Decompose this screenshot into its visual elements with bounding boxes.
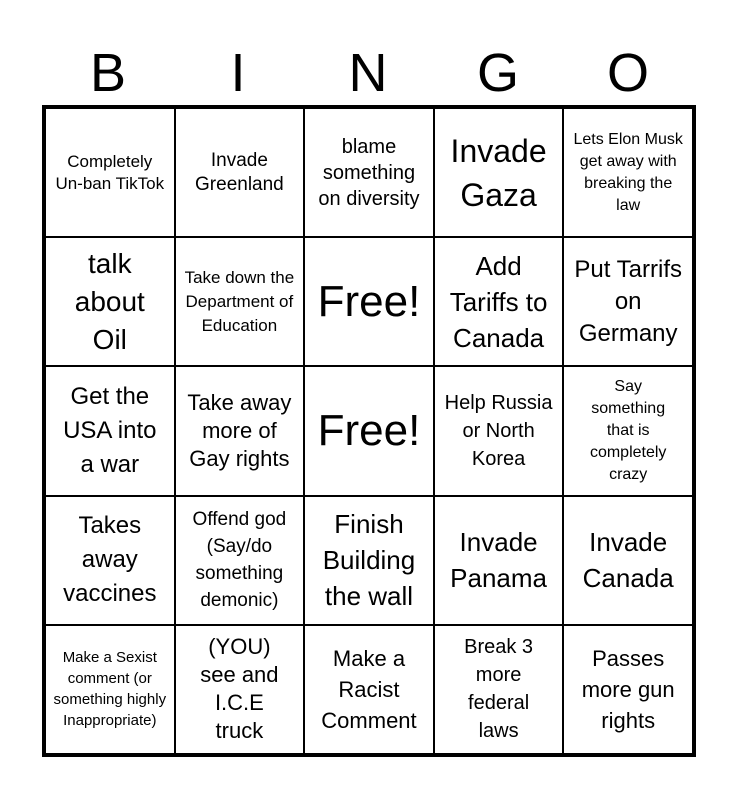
bingo-cell-r4c5[interactable]	[563, 496, 693, 625]
cell-text: Put Tarrifs on Germany	[574, 255, 682, 347]
cell-text: Takes away vaccines	[63, 512, 157, 608]
header-letter-g: G	[476, 43, 519, 103]
cell-text: Take down the Department of Education	[184, 267, 295, 335]
header-letter-n: N	[348, 43, 388, 103]
bingo-cell-r1c2[interactable]	[175, 108, 305, 237]
bingo-cell-r4c3[interactable]	[304, 496, 434, 625]
bingo-cell-r3c4[interactable]	[434, 366, 564, 495]
bingo-cell-r5c3[interactable]	[304, 625, 434, 754]
cell-text: Help Russia or North Korea	[444, 391, 553, 470]
bingo-cell-r4c1[interactable]	[45, 496, 175, 625]
cell-text: Lets Elon Musk get away with breaking the law	[573, 130, 683, 214]
bingo-cell-r3c2[interactable]	[175, 366, 305, 495]
bingo-cell-r5c2[interactable]	[175, 625, 305, 754]
cell-text: Take away more of Gay rights	[187, 389, 292, 471]
bingo-cell-r1c4[interactable]	[434, 108, 564, 237]
bingo-cell-r5c4[interactable]	[434, 625, 564, 754]
bingo-board	[42, 105, 696, 757]
bingo-cell-r5c5[interactable]	[563, 625, 693, 754]
header-letter-b: B	[89, 43, 127, 103]
cell-text: Invade Gaza	[450, 132, 547, 213]
bingo-cell-r3c5[interactable]	[563, 366, 693, 495]
cell-text: Invade Panama	[450, 527, 548, 594]
bingo-cell-r2c2[interactable]	[175, 237, 305, 366]
cell-text: Make a Sexist comment (or something highly Inappropriate)	[53, 649, 167, 730]
cell-text: Break 3 more federal laws	[464, 636, 534, 743]
bingo-cell-r2c1[interactable]	[45, 237, 175, 366]
cell-text: Get the USA into a war	[63, 382, 157, 478]
bingo-cell-r1c3[interactable]	[304, 108, 434, 237]
free-space-text: Free!	[317, 276, 421, 326]
cell-text: Make a Racist Comment	[321, 645, 417, 733]
cell-text: Add Tariffs to Canada	[449, 250, 548, 353]
free-space-text: Free!	[317, 405, 421, 455]
cell-text: Completely Un-ban TikTok	[55, 151, 165, 193]
bingo-cell-r5c1[interactable]	[45, 625, 175, 754]
cell-text: Finish Building the wall	[322, 509, 416, 612]
cell-text: Passes more gun rights	[581, 645, 675, 733]
cell-text: Invade Canada	[582, 527, 674, 594]
cell-text: Say something that is completely crazy	[589, 377, 667, 483]
bingo-cell-r4c2[interactable]	[175, 496, 305, 625]
bingo-cell-r3c3[interactable]	[304, 366, 434, 495]
cell-text: Offend god (Say/do something demonic)	[192, 509, 287, 612]
bingo-cell-r2c4[interactable]	[434, 237, 564, 366]
bingo-cell-r2c5[interactable]	[563, 237, 693, 366]
bingo-cell-r1c5[interactable]	[563, 108, 693, 237]
bingo-cell-r1c1[interactable]	[45, 108, 175, 237]
header-letter-o: O	[606, 43, 649, 103]
cell-text: talk about Oil	[74, 247, 145, 355]
cell-text: blame something on diversity	[318, 135, 420, 210]
bingo-cell-r3c1[interactable]	[45, 366, 175, 495]
cell-text: Invade Greenland	[195, 149, 284, 195]
header-letter-i: I	[230, 43, 246, 103]
bingo-cell-r2c3[interactable]	[304, 237, 434, 366]
bingo-cell-r4c4[interactable]	[434, 496, 564, 625]
cell-text: (YOU) see and I.C.E truck	[200, 634, 279, 744]
bingo-header	[43, 40, 693, 106]
